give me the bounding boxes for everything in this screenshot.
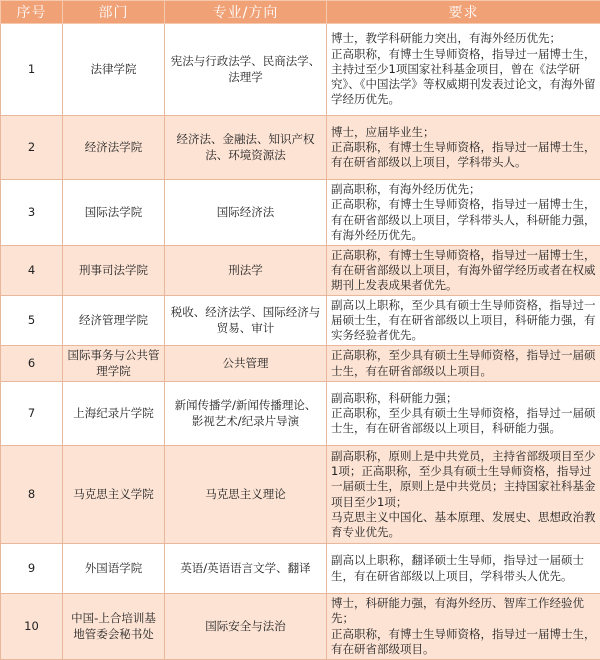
row-major: 宪法与行政法学、民商法学、法理学: [165, 24, 327, 116]
table-row: [1, 544, 600, 594]
row-major: 新闻传播学/新闻传播理论、影视艺术/纪录片导演: [165, 382, 327, 446]
requirement-text: 正高职称，有博士生导师资格，指导过一届博士生，有在研省部级以上项目，有海外留学经历或者在权威期刊上发表成果者优先。: [331, 248, 597, 294]
requirement-text: 博士，科研能力强，有海外经历、智库工作经验优先；: [331, 596, 597, 626]
row-requirements: [327, 446, 600, 544]
row-major: 刑法学: [165, 246, 327, 296]
row-requirements: [327, 246, 600, 296]
row-requirements: [327, 544, 600, 594]
row-number: 4: [1, 246, 63, 296]
requirement-text: 马克思主义中国化、基本原理、发展史、思想政治教育专业优先。: [331, 510, 597, 540]
row-requirements: [327, 180, 600, 246]
header-requirements: 要求: [327, 1, 600, 24]
row-department: 国际法学院: [63, 180, 165, 246]
table-row: [1, 296, 600, 346]
requirement-text: 博士，应届毕业生；: [331, 125, 597, 140]
row-requirements: [327, 382, 600, 446]
row-requirements: [327, 296, 600, 346]
requirement-text: 博士，教学科研能力突出，有海外经历优先；: [331, 31, 597, 46]
row-department: 马克思主义学院: [63, 446, 165, 544]
row-requirements: [327, 594, 600, 660]
table-row: [1, 346, 600, 382]
row-department: 经济管理学院: [63, 296, 165, 346]
header-major: 专业/方向: [165, 1, 327, 24]
row-department: 法律学院: [63, 24, 165, 116]
requirement-text: 正高职称，至少具有硕士生导师资格，指导过一届硕士生，有在研省部级以上项目，科研能力强。: [331, 406, 597, 436]
requirement-text: 正高职称，有博士生导师资格，指导过一届博士生，主持过至少1项国家社科基金项目，曾在《法学研究》、《中国法学》等权威期刊发表过论文，有海外留学经历优先。: [331, 47, 597, 108]
table-row: [1, 24, 600, 116]
row-number: 3: [1, 180, 63, 246]
row-requirements: [327, 24, 600, 116]
row-major: 经济法、金融法、知识产权法、环境资源法: [165, 116, 327, 180]
requirement-text: 副高以上职称，翻译硕士生导师，指导过一届硕士生，有在研省部级以上项目，学科带头人优先。: [331, 553, 597, 583]
requirement-text: 正高职称，至少具有硕士生导师资格，指导过一届硕士生，有在研省部级以上项目。: [331, 348, 597, 378]
row-department: 上海纪录片学院: [63, 382, 165, 446]
row-number: 1: [1, 24, 63, 116]
table-row: [1, 594, 600, 660]
table-row: [1, 382, 600, 446]
header-number: 序号: [1, 1, 63, 24]
row-number: 7: [1, 382, 63, 446]
row-major: 国际经济法: [165, 180, 327, 246]
row-major: 英语/英语语言文学、翻译: [165, 544, 327, 594]
table-row: [1, 246, 600, 296]
row-number: 6: [1, 346, 63, 382]
row-department: 中国-上合培训基地管委会秘书处: [63, 594, 165, 660]
requirement-text: 副高职称，科研能力强；: [331, 391, 597, 406]
row-major: 马克思主义理论: [165, 446, 327, 544]
requirement-text: 正高职称，有博士生导师资格，指导过一届博士生，有在研省部级以上项目，学科带头人。: [331, 140, 597, 170]
header-department: 部门: [63, 1, 165, 24]
requirement-text: 副高以上职称，至少具有硕士生导师资格，指导过一届硕士生，有在研省部级以上项目，科研能力强，有实务经验者优先。: [331, 298, 597, 344]
row-department: 国际事务与公共管理学院: [63, 346, 165, 382]
header-row: [1, 1, 600, 24]
row-department: 刑事司法学院: [63, 246, 165, 296]
row-requirements: [327, 346, 600, 382]
row-number: 9: [1, 544, 63, 594]
requirement-text: 正高职称，有博士生导师资格，指导过一届博士生，有在研省部级以上项目，学科带头人，科研能力强，有海外经历优先。: [331, 197, 597, 243]
table-row: [1, 116, 600, 180]
row-major: 公共管理: [165, 346, 327, 382]
row-number: 2: [1, 116, 63, 180]
table-row: [1, 446, 600, 544]
table-row: [1, 180, 600, 246]
row-requirements: [327, 116, 600, 180]
row-department: 外国语学院: [63, 544, 165, 594]
row-major: 税收、经济法学、国际经济与贸易、审计: [165, 296, 327, 346]
requirement-text: 正高职称，有博士生导师资格，指导过一届博士生，有在研省部级项目。: [331, 627, 597, 657]
row-major: 国际安全与法治: [165, 594, 327, 660]
row-number: 10: [1, 594, 63, 660]
row-department: 经济法学院: [63, 116, 165, 180]
row-number: 5: [1, 296, 63, 346]
requirement-text: 副高职称，有海外经历优先；: [331, 182, 597, 197]
row-number: 8: [1, 446, 63, 544]
requirement-text: 副高职称，原则上是中共党员，主持省部级项目至少1项；正高职称，至少具有硕士生导师资格，指导过一届硕士生，原则上是中共党员；主持国家社科基金项目至少1项；: [331, 449, 597, 510]
